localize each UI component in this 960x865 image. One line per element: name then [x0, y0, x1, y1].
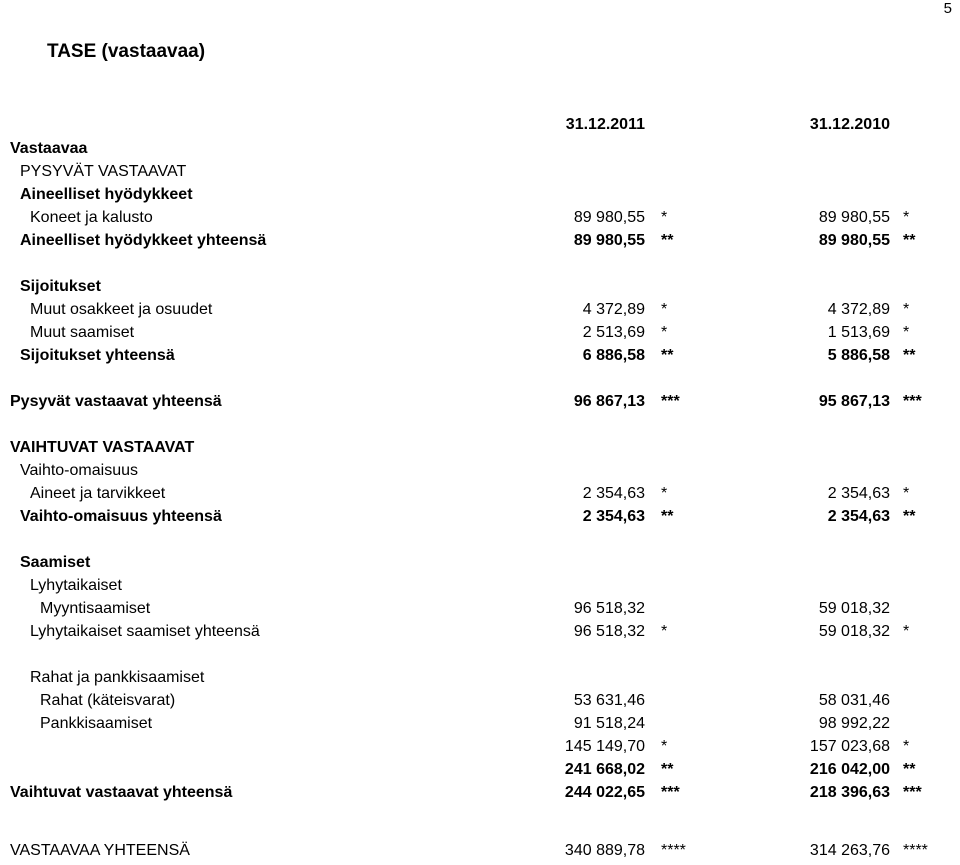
- table-row: [0, 712, 960, 735]
- balance-sheet-table: [0, 137, 960, 862]
- marker-2011: *: [661, 623, 668, 640]
- row-label: VAIHTUVAT VASTAAVAT: [10, 439, 195, 456]
- row-label: Aineelliset hyödykkeet: [20, 186, 193, 203]
- row-label: Vaihto-omaisuus yhteensä: [20, 508, 222, 525]
- value-2011: 340 889,78: [564, 842, 645, 859]
- value-2010: 218 396,63: [809, 784, 890, 801]
- marker-2010: *: [903, 301, 910, 318]
- row-label: Sijoitukset yhteensä: [20, 347, 175, 364]
- marker-2010: ***: [903, 393, 922, 410]
- value-2010: 2 354,63: [827, 485, 890, 502]
- row-label: VASTAAVAA YHTEENSÄ: [10, 842, 190, 859]
- value-2011: 145 149,70: [564, 738, 645, 755]
- table-row: [0, 758, 960, 781]
- marker-2011: **: [661, 347, 674, 364]
- value-2011: 4 372,89: [582, 301, 645, 318]
- row-label: Vaihtuvat vastaavat yhteensä: [10, 784, 233, 801]
- table-row: [0, 229, 960, 252]
- spacer: [0, 643, 960, 666]
- marker-2011: *: [661, 485, 668, 502]
- row-label: Vastaavaa: [10, 140, 88, 157]
- marker-2010: *: [903, 738, 910, 755]
- spacer: [0, 528, 960, 551]
- marker-2011: *: [661, 738, 668, 755]
- marker-2010: *: [903, 623, 910, 640]
- table-row: [0, 574, 960, 597]
- marker-2011: *: [661, 209, 668, 226]
- row-label: Sijoitukset: [20, 278, 101, 295]
- row-label: Rahat ja pankkisaamiset: [30, 669, 205, 686]
- value-2011: 96 867,13: [573, 393, 645, 410]
- value-2010: 89 980,55: [818, 232, 890, 249]
- table-row: [0, 597, 960, 620]
- row-label: Lyhytaikaiset saamiset yhteensä: [30, 623, 260, 640]
- value-2010: 4 372,89: [827, 301, 890, 318]
- column-header-2011: 31.12.2011: [565, 116, 645, 133]
- marker-2010: *: [903, 485, 910, 502]
- row-label: Myyntisaamiset: [40, 600, 151, 617]
- table-row: [0, 436, 960, 459]
- table-row: [0, 321, 960, 344]
- value-2011: 96 518,32: [573, 600, 645, 617]
- marker-2011: *: [661, 301, 668, 318]
- table-row: [0, 459, 960, 482]
- row-label: Rahat (käteisvarat): [40, 692, 176, 709]
- value-2010: 314 263,76: [809, 842, 890, 859]
- table-row: [0, 735, 960, 758]
- value-2010: 216 042,00: [809, 761, 890, 778]
- value-2010: 95 867,13: [818, 393, 890, 410]
- marker-2011: **: [661, 232, 674, 249]
- row-label: Muut osakkeet ja osuudet: [30, 301, 213, 318]
- table-row: [0, 666, 960, 689]
- table-row: [0, 390, 960, 413]
- table-row: [0, 160, 960, 183]
- row-label: Lyhytaikaiset: [30, 577, 122, 594]
- table-row: [0, 551, 960, 574]
- value-2011: 2 513,69: [582, 324, 645, 341]
- table-row: [0, 689, 960, 712]
- table-row: [0, 183, 960, 206]
- marker-2011: ***: [661, 784, 680, 801]
- value-2011: 241 668,02: [564, 761, 645, 778]
- row-label: Muut saamiset: [30, 324, 135, 341]
- value-2011: 6 886,58: [582, 347, 645, 364]
- marker-2010: **: [903, 347, 916, 364]
- marker-2011: **: [661, 761, 674, 778]
- value-2010: 59 018,32: [818, 600, 890, 617]
- marker-2010: ****: [903, 842, 928, 859]
- table-row: [0, 275, 960, 298]
- spacer: [0, 413, 960, 436]
- value-2011: 91 518,24: [573, 715, 645, 732]
- page-title: TASE (vastaavaa): [47, 41, 206, 62]
- table-row: [0, 206, 960, 229]
- value-2010: 157 023,68: [809, 738, 890, 755]
- row-label: Koneet ja kalusto: [30, 209, 153, 226]
- spacer: [0, 367, 960, 390]
- table-row: [0, 344, 960, 367]
- value-2010: 1 513,69: [827, 324, 890, 341]
- value-2011: 2 354,63: [582, 508, 645, 525]
- value-2010: 89 980,55: [818, 209, 890, 226]
- value-2010: 98 992,22: [818, 715, 890, 732]
- row-label: Saamiset: [20, 554, 91, 571]
- table-row: [0, 482, 960, 505]
- value-2011: 89 980,55: [573, 209, 645, 226]
- marker-2010: *: [903, 324, 910, 341]
- marker-2011: **: [661, 508, 674, 525]
- row-label: Aineet ja tarvikkeet: [30, 485, 166, 502]
- value-2011: 89 980,55: [573, 232, 645, 249]
- table-row: [0, 620, 960, 643]
- value-2011: 96 518,32: [573, 623, 645, 640]
- marker-2010: ***: [903, 784, 922, 801]
- table-row: [0, 137, 960, 160]
- column-headers: [0, 114, 960, 136]
- marker-2011: ***: [661, 393, 680, 410]
- row-label: Aineelliset hyödykkeet yhteensä: [20, 232, 267, 249]
- marker-2010: **: [903, 761, 916, 778]
- table-row: [0, 505, 960, 528]
- value-2010: 2 354,63: [827, 508, 890, 525]
- value-2011: 2 354,63: [582, 485, 645, 502]
- spacer: [0, 252, 960, 275]
- marker-2010: **: [903, 232, 916, 249]
- row-label: Pysyvät vastaavat yhteensä: [10, 393, 222, 410]
- column-header-2010: 31.12.2010: [809, 116, 890, 133]
- table-row: [0, 839, 960, 862]
- marker-2010: *: [903, 209, 910, 226]
- table-row: [0, 298, 960, 321]
- marker-2011: ****: [661, 842, 686, 859]
- spacer: [0, 804, 960, 839]
- row-label: Pankkisaamiset: [40, 715, 153, 732]
- value-2010: 59 018,32: [818, 623, 890, 640]
- value-2011: 244 022,65: [564, 784, 645, 801]
- value-2010: 5 886,58: [827, 347, 890, 364]
- marker-2011: *: [661, 324, 668, 341]
- table-row: [0, 781, 960, 804]
- value-2010: 58 031,46: [818, 692, 890, 709]
- row-label: PYSYVÄT VASTAAVAT: [20, 163, 187, 180]
- row-label: Vaihto-omaisuus: [20, 462, 138, 479]
- marker-2010: **: [903, 508, 916, 525]
- value-2011: 53 631,46: [573, 692, 645, 709]
- page-number: 5: [943, 0, 952, 17]
